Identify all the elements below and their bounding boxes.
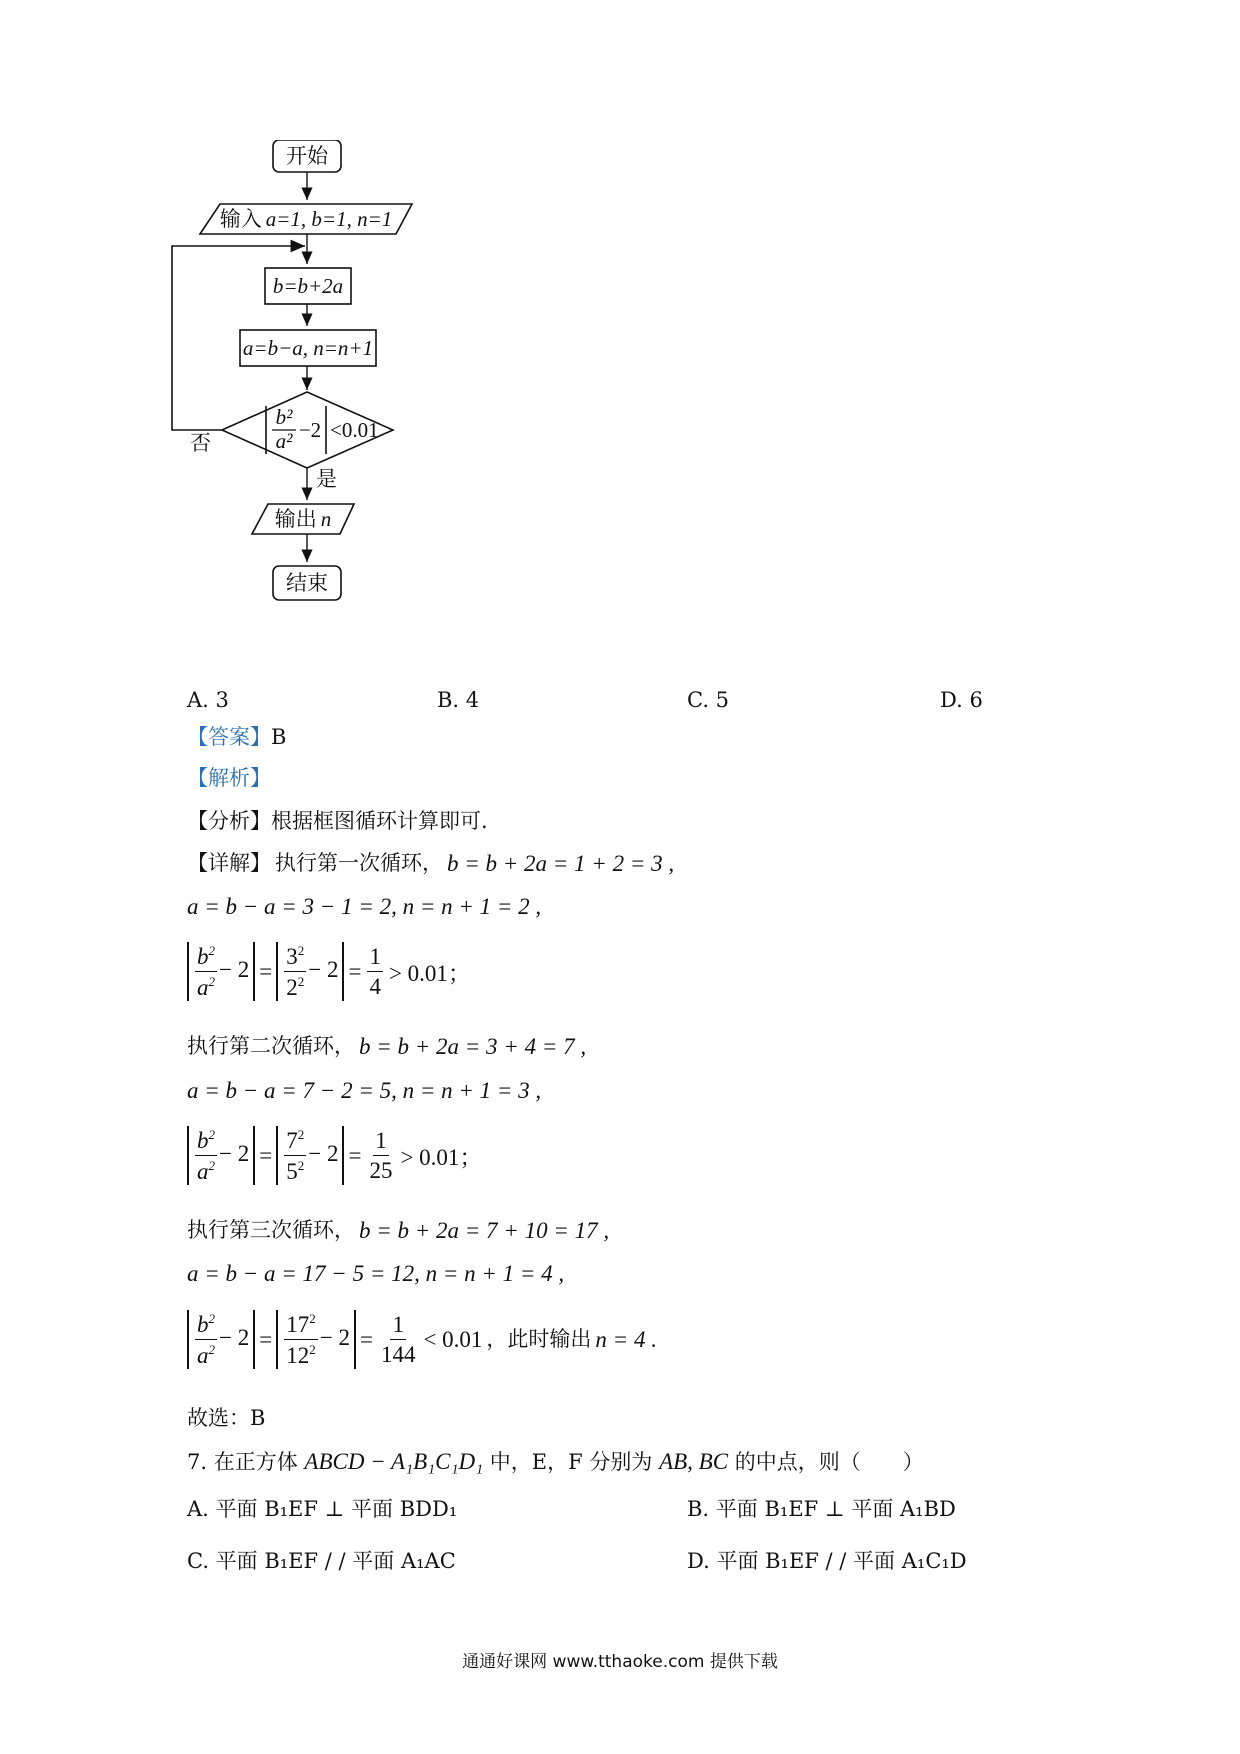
loop1-abs-left: $\frac{b^2}{a^2}$ − 2 (187, 942, 255, 1001)
loop1-abs-right: $\frac{3^2}{2^2}$ − 2 (276, 942, 344, 1001)
q7-stem-edges: AB, BC (659, 1449, 729, 1474)
flow-yes-label: 是 (316, 467, 337, 491)
loop2-intro: 执行第二次循环， (187, 1034, 355, 1058)
loop1-cmp: > 0.01； (388, 961, 471, 986)
loop3-result: $\frac{1}{144}$ (380, 1312, 416, 1367)
detail-loop2-line (187, 1035, 586, 1058)
q7-option-b: B. 平面 B₁EF ⊥ 平面 A₁BD (687, 1497, 956, 1521)
loop1-result: $\frac{1}{4}$ (369, 944, 381, 999)
q6-option-a: A. 3 (187, 688, 229, 712)
detail-loop1-line (187, 852, 674, 875)
loop3-check: $\frac{b^2}{a^2}$ − 2 = $\frac{17^2}{12^2}$ − 2 = $\frac{1}{144}$ < 0.01 ，此时输出 n = 4 . (187, 1310, 657, 1369)
conclusion: 故选：B (187, 1406, 266, 1430)
q7-option-c: C. 平面 B₁EF / / 平面 A₁AC (187, 1549, 456, 1573)
answer-label: 【答案】 (187, 725, 271, 749)
q6-option-c: C. 5 (687, 688, 730, 712)
loop1-b: b = b + 2a = 1 + 2 = 3 , (447, 851, 675, 876)
flow-step2-label: a=b−a, n=n+1 (242, 336, 374, 360)
detail-loop3-line (187, 1219, 609, 1242)
flowchart (150, 140, 470, 610)
q7-stem-suffix: 的中点，则（ ） (734, 1450, 924, 1474)
analysis-header: 【解析】 (187, 766, 271, 790)
analysis-text: 根据框图循环计算即可. (271, 809, 488, 833)
loop3-b: b = b + 2a = 7 + 10 = 17 , (359, 1218, 610, 1243)
flow-cond-rest: −2 (298, 418, 322, 442)
loop3-intro: 执行第三次循环， (187, 1218, 355, 1242)
q7-option-d: D. 平面 B₁EF / / 平面 A₁C₁D (687, 1549, 967, 1573)
q7-stem-prefix: 7. 在正方体 (187, 1450, 298, 1474)
loop2-result: $\frac{1}{25}$ (369, 1128, 393, 1183)
loop3-a: a = b − a = 17 − 5 = 12, n = n + 1 = 4 , (187, 1261, 565, 1286)
flow-step1-label: b=b+2a (272, 274, 344, 298)
q7-option-a: A. 平面 B₁EF ⊥ 平面 BDD₁ (187, 1497, 458, 1521)
flow-start-label: 开始 (286, 144, 328, 168)
q6-option-b: B. 4 (437, 688, 480, 712)
flow-output-label: 输出 n (274, 507, 332, 531)
flow-no-label: 否 (190, 431, 211, 455)
q7-stem-cube: ABCD − A₁B₁C₁D₁ (304, 1449, 484, 1474)
q7-stem (187, 1450, 924, 1473)
page-footer: 通通好课网 www.tthaoke.com 提供下载 (462, 1652, 778, 1672)
flow-end-label: 结束 (286, 571, 328, 595)
loop2-check: $\frac{b^2}{a^2}$ − 2 = $\frac{7^2}{5^2}$ − 2 = $\frac{1}{25}$ > 0.01； (187, 1126, 482, 1185)
loop2-cmp: > 0.01； (400, 1145, 483, 1170)
loop2-abs-left: $\frac{b^2}{a^2}$ − 2 (187, 1126, 255, 1185)
q6-option-d: D. 6 (940, 688, 983, 712)
loop3-abs-right: $\frac{17^2}{12^2}$ − 2 (276, 1310, 356, 1369)
analysis-line (187, 811, 488, 832)
loop3-cmp: < 0.01 (423, 1326, 483, 1352)
loop1-intro: 执行第一次循环， (275, 851, 443, 875)
loop1-a: a = b − a = 3 − 1 = 2, n = n + 1 = 2 , (187, 894, 542, 919)
loop2-abs-right: $\frac{7^2}{5^2}$ − 2 (276, 1126, 344, 1185)
detail-label: 【详解】 (187, 851, 271, 875)
loop3-out: n = 4 . (595, 1326, 657, 1352)
flow-input-label: 输入 a=1, b=1, n=1 (219, 207, 393, 231)
loop3-tail: ，此时输出 (486, 1327, 592, 1351)
flow-cond-den: a² (275, 429, 293, 453)
answer-line (187, 727, 286, 748)
loop1-check: $\frac{b^2}{a^2}$ − 2 = $\frac{3^2}{2^2}$ − 2 = $\frac{1}{4}$ > 0.01； (187, 942, 471, 1001)
answer-value: B (271, 725, 287, 749)
flow-cond-num: b² (275, 405, 293, 429)
loop2-a: a = b − a = 7 − 2 = 5, n = n + 1 = 3 , (187, 1078, 542, 1103)
analysis-label: 【分析】 (187, 809, 271, 833)
flow-cond-cmp: <0.01 (330, 418, 379, 442)
loop3-abs-left: $\frac{b^2}{a^2}$ − 2 (187, 1310, 255, 1369)
loop2-b: b = b + 2a = 3 + 4 = 7 , (359, 1034, 587, 1059)
q7-stem-mid: 中，E，F 分别为 (489, 1450, 653, 1474)
